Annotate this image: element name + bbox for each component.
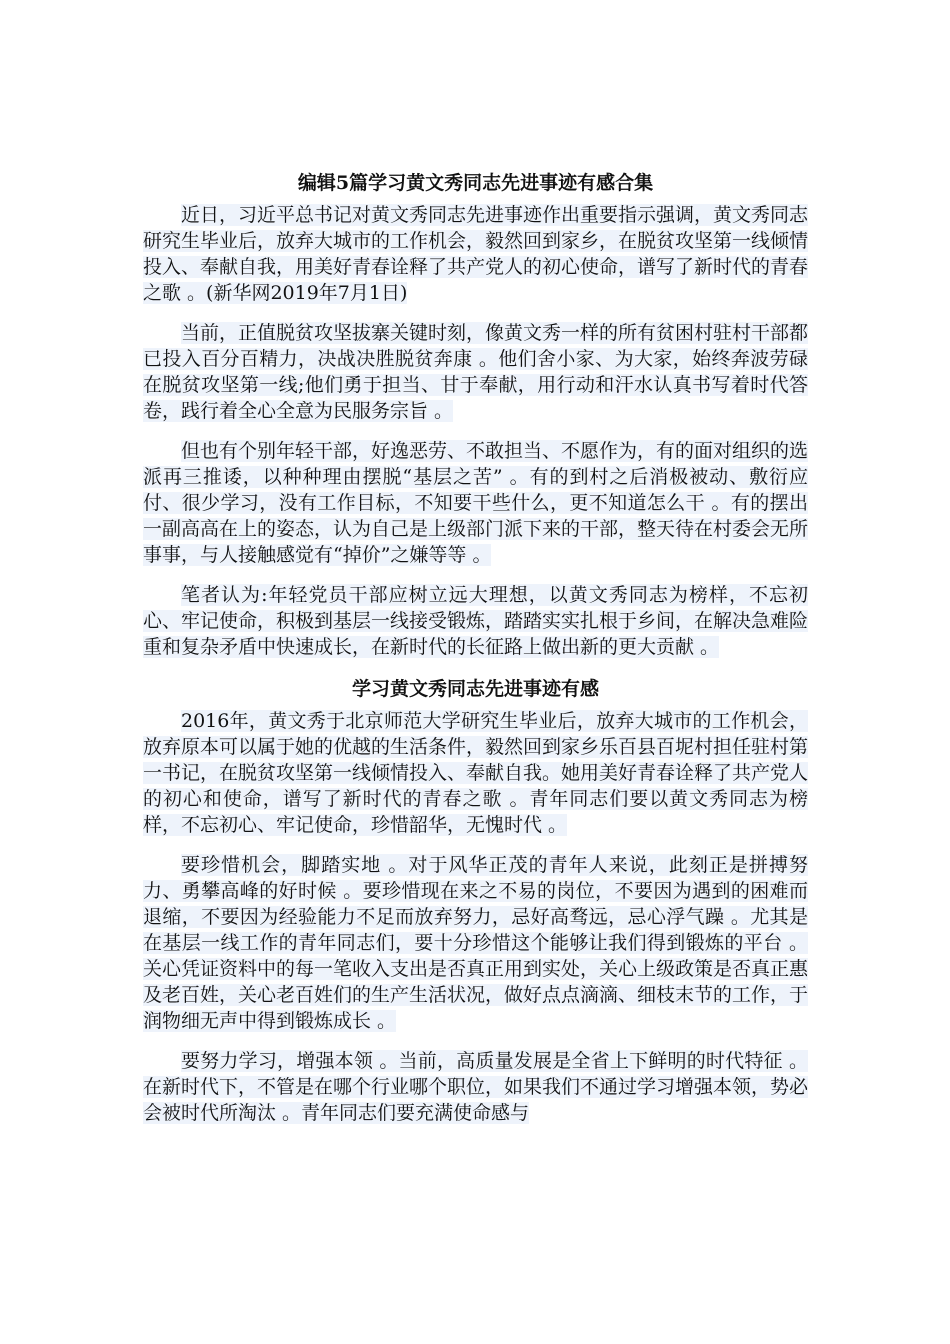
paragraph: [143, 582, 808, 660]
paragraph-text: 2016年，黄文秀于北京师范大学研究生毕业后，放弃大城市的工作机会，放弃原本可以属于她的优越的生活条件，毅然回到家乡乐百县百坭村担任驻村第一书记，在脱贫攻坚第一线倾情投入、奉献自我。她用美好青春诠释了共产党人的初心和使命，谱写了新时代的青春之歌 。青年同志们要以黄文秀同志为榜样，不忘初心、牢记使命，珍惜韶华，无愧时代 。: [143, 710, 809, 836]
paragraph-text: 要努力学习，增强本领 。当前，高质量发展是全省上下鲜明的时代特征 。在新时代下，不管是在哪个行业哪个职位，如果我们不通过学习增强本领，势必会被时代所淘汰 。青年同志们要充满使命感与: [143, 1050, 809, 1124]
paragraph: [143, 438, 808, 568]
document-title: 编辑5篇学习黄文秀同志先进事迹有感合集: [297, 172, 654, 194]
paragraph-text: 笔者认为:年轻党员干部应树立远大理想，以黄文秀同志为榜样，不忘初心、牢记使命，积极到基层一线接受锻炼，踏踏实实扎根于乡间，在解决急难险重和复杂矛盾中快速成长，在新时代的长征路上做出新的更大贡献 。: [143, 584, 809, 658]
document-page: [143, 168, 808, 1140]
paragraph-text: 近日，习近平总书记对黄文秀同志先进事迹作出重要指示强调，黄文秀同志研究生毕业后，放弃大城市的工作机会，毅然回到家乡，在脱贫攻坚第一线倾情投入、奉献自我，用美好青春诠释了共产党人的初心使命，谱写了新时代的青春之歌 。(新华网2019年7月1日): [143, 204, 809, 304]
paragraph-text: 要珍惜机会，脚踏实地 。对于风华正茂的青年人来说，此刻正是拼搏努力、勇攀高峰的好时候 。要珍惜现在来之不易的岗位，不要因为遇到的困难而退缩，不要因为经验能力不足而放弃努力，忌好高骛远，忌心浮气躁 。尤其是在基层一线工作的青年同志们，要十分珍惜这个能够让我们得到锻炼的平台 。关心凭证资料中的每一笔收入支出是否真正用到实处，关心上级政策是否真正惠及老百姓，关心老百姓们的生产生活状况，做好点点滴滴、细枝末节的工作，于润物细无声中得到锻炼成长 。: [143, 854, 809, 1032]
section-title: 学习黄文秀同志先进事迹有感: [351, 678, 599, 700]
paragraph: [143, 1048, 808, 1126]
paragraph: [143, 202, 808, 306]
paragraph: [143, 320, 808, 424]
paragraph-text: 当前，正值脱贫攻坚拔寨关键时刻，像黄文秀一样的所有贫困村驻村干部都已投入百分百精力，决战决胜脱贫奔康 。他们舍小家、为大家，始终奔波劳碌在脱贫攻坚第一线;他们勇于担当、甘于奉献，用行动和汗水认真书写着时代答卷，践行着全心全意为民服务宗旨 。: [143, 322, 809, 422]
paragraph: [143, 852, 808, 1034]
paragraph-text: 但也有个别年轻干部，好逸恶劳、不敢担当、不愿作为，有的面对组织的选派再三推诿，以种种理由摆脱“基层之苦” 。有的到村之后消极被动、敷衍应付、很少学习，没有工作目标，不知要干些什么，更不知道怎么干 。有的摆出一副高高在上的姿态，认为自己是上级部门派下来的干部，整天待在村委会无所事事，与人接触感觉有“掉价”之嫌等等 。: [143, 440, 809, 566]
paragraph: [143, 708, 808, 838]
